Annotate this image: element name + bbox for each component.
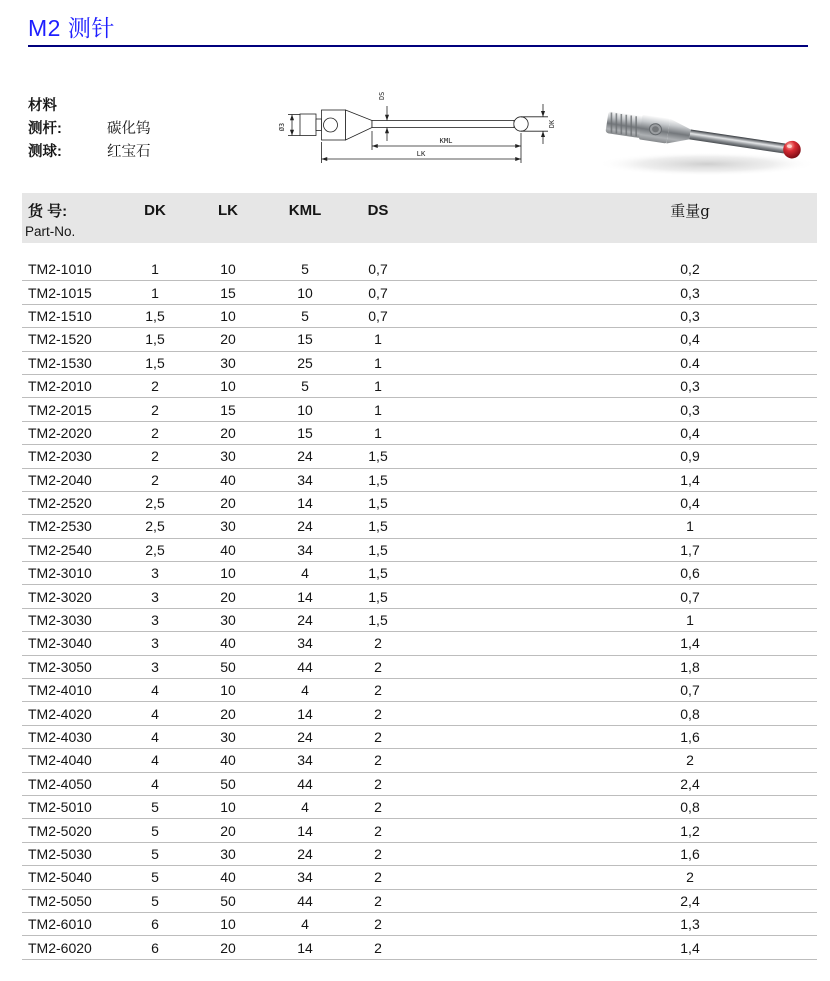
cell-kml: 4 (301, 682, 309, 699)
cell-lk: 20 (220, 588, 236, 605)
cell-dk: 2 (151, 424, 159, 441)
cell-weight: 1,4 (680, 939, 700, 956)
cell-part: TM2-2030 (28, 448, 92, 465)
cell-part: TM2-4010 (28, 682, 92, 699)
header-dk: DK (144, 201, 166, 219)
table-row (22, 469, 817, 492)
table-row (22, 562, 817, 585)
cell-dk: 5 (151, 822, 159, 839)
cell-dk: 2,5 (145, 541, 165, 558)
cell-ds: 1,5 (368, 471, 388, 488)
cell-ds: 1 (374, 401, 382, 418)
cell-kml: 34 (297, 635, 313, 652)
cell-lk: 30 (220, 612, 236, 629)
cell-dk: 3 (151, 635, 159, 652)
cell-weight: 1 (686, 518, 694, 535)
cell-lk: 20 (220, 331, 236, 348)
cell-part: TM2-3030 (28, 612, 92, 629)
shaft-value: 碳化钨 (107, 121, 151, 137)
cell-kml: 5 (301, 378, 309, 395)
cell-weight: 0,8 (680, 705, 700, 722)
table-body (22, 258, 817, 960)
cell-ds: 2 (374, 869, 382, 886)
cell-dk: 5 (151, 869, 159, 886)
table-row (22, 375, 817, 398)
cell-dk: 4 (151, 705, 159, 722)
cell-dk: 6 (151, 916, 159, 933)
cell-part: TM2-2010 (28, 378, 92, 395)
shaft-label: 测杆: (28, 121, 62, 137)
table-row (22, 305, 817, 328)
cell-lk: 10 (220, 261, 236, 278)
cell-ds: 2 (374, 916, 382, 933)
cell-lk: 10 (220, 916, 236, 933)
cell-part: TM2-1010 (28, 261, 92, 278)
table-row (22, 843, 817, 866)
cell-weight: 0,3 (680, 307, 700, 324)
cell-dk: 4 (151, 752, 159, 769)
table-row (22, 866, 817, 889)
cell-dk: 4 (151, 775, 159, 792)
page-title: M2 测针 (28, 15, 115, 41)
table-row (22, 281, 817, 304)
dim-label-kml: KML (439, 136, 453, 145)
cell-part: TM2-3040 (28, 635, 92, 652)
cell-ds: 2 (374, 775, 382, 792)
cell-lk: 10 (220, 565, 236, 582)
table-row (22, 352, 817, 375)
cell-dk: 2 (151, 448, 159, 465)
cell-lk: 40 (220, 869, 236, 886)
cell-part: TM2-2015 (28, 401, 92, 418)
cell-part: TM2-1520 (28, 331, 92, 348)
table-row (22, 890, 817, 913)
cell-dk: 5 (151, 845, 159, 862)
cell-dk: 1 (151, 261, 159, 278)
cell-ds: 1,5 (368, 612, 388, 629)
cell-lk: 40 (220, 541, 236, 558)
photo-shadow (597, 152, 817, 176)
cell-part: TM2-5050 (28, 892, 92, 909)
header-ds: DS (367, 201, 389, 219)
cell-weight: 1,7 (680, 541, 700, 558)
table-row (22, 773, 817, 796)
table-row (22, 913, 817, 936)
cell-dk: 2 (151, 471, 159, 488)
cell-weight: 0,4 (680, 424, 700, 441)
cell-weight: 0.4 (680, 354, 700, 371)
table-row (22, 492, 817, 515)
materials-heading: 材料 (28, 98, 57, 114)
dim-label-ds: DS (378, 91, 386, 100)
cell-part: TM2-2040 (28, 471, 92, 488)
cell-weight: 0,4 (680, 495, 700, 512)
cell-ds: 1 (374, 378, 382, 395)
dim-label-lk: LK (416, 149, 426, 158)
table-row (22, 585, 817, 608)
cell-dk: 3 (151, 565, 159, 582)
cell-ds: 0,7 (368, 284, 388, 301)
table-row (22, 515, 817, 538)
cell-weight: 2,4 (680, 892, 700, 909)
table-header (22, 193, 817, 243)
cell-part: TM2-4040 (28, 752, 92, 769)
cell-kml: 34 (297, 541, 313, 558)
cell-kml: 24 (297, 518, 313, 535)
cell-kml: 14 (297, 705, 313, 722)
cell-lk: 10 (220, 799, 236, 816)
cell-weight: 0,6 (680, 565, 700, 582)
cell-dk: 2,5 (145, 518, 165, 535)
cell-lk: 30 (220, 518, 236, 535)
cell-kml: 24 (297, 448, 313, 465)
cell-ds: 2 (374, 752, 382, 769)
cell-kml: 44 (297, 775, 313, 792)
cell-lk: 50 (220, 775, 236, 792)
table-row (22, 726, 817, 749)
cell-part: TM2-4050 (28, 775, 92, 792)
cell-ds: 1,5 (368, 495, 388, 512)
table-row (22, 936, 817, 959)
cell-kml: 10 (297, 401, 313, 418)
cell-weight: 0,8 (680, 799, 700, 816)
cell-ds: 1,5 (368, 518, 388, 535)
cell-weight: 1,4 (680, 635, 700, 652)
table-row (22, 796, 817, 819)
table-row (22, 328, 817, 351)
cell-lk: 20 (220, 495, 236, 512)
table-row (22, 632, 817, 655)
cell-kml: 5 (301, 261, 309, 278)
cell-lk: 30 (220, 845, 236, 862)
cell-weight: 0,3 (680, 378, 700, 395)
table-row (22, 679, 817, 702)
header-lk: LK (218, 201, 238, 219)
cell-ds: 2 (374, 729, 382, 745)
cell-ds: 2 (374, 822, 382, 839)
cell-kml: 15 (297, 331, 313, 348)
cell-kml: 14 (297, 588, 313, 605)
cell-lk: 40 (220, 752, 236, 769)
cell-weight: 2 (686, 869, 694, 886)
cell-ds: 1,5 (368, 588, 388, 605)
cell-ds: 0,7 (368, 261, 388, 278)
cell-part: TM2-4030 (28, 729, 92, 745)
cell-part: TM2-4020 (28, 705, 92, 722)
table-row (22, 398, 817, 421)
cell-lk: 15 (220, 284, 236, 301)
cell-ds: 1,5 (368, 448, 388, 465)
cell-part: TM2-5040 (28, 869, 92, 886)
cell-dk: 5 (151, 799, 159, 816)
cell-kml: 10 (297, 284, 313, 301)
cell-ds: 2 (374, 658, 382, 675)
cell-part: TM2-2020 (28, 424, 92, 441)
cell-dk: 1,5 (145, 307, 165, 324)
cell-part: TM2-5030 (28, 845, 92, 862)
cell-part: TM2-6010 (28, 916, 92, 933)
cell-dk: 4 (151, 682, 159, 699)
cell-lk: 30 (220, 354, 236, 371)
ball-label: 测球: (28, 144, 62, 160)
cell-ds: 1,5 (368, 565, 388, 582)
cell-dk: 3 (151, 612, 159, 629)
cell-weight: 0,7 (680, 588, 700, 605)
cell-weight: 0,9 (680, 448, 700, 465)
cell-part: TM2-5010 (28, 799, 92, 816)
cell-part: TM2-2520 (28, 495, 92, 512)
cell-part: TM2-3010 (28, 565, 92, 582)
cell-lk: 10 (220, 682, 236, 699)
table-row (22, 749, 817, 772)
cell-dk: 2,5 (145, 495, 165, 512)
cell-ds: 0,7 (368, 307, 388, 324)
stylus-dimension-drawing (276, 86, 561, 181)
cell-dk: 4 (151, 729, 159, 745)
cell-weight: 0,2 (680, 261, 700, 278)
cell-part: TM2-3020 (28, 588, 92, 605)
table-row (22, 609, 817, 632)
cell-kml: 4 (301, 565, 309, 582)
dim-label-d3: Ø3 (278, 122, 286, 132)
cell-kml: 34 (297, 752, 313, 769)
cell-kml: 14 (297, 939, 313, 956)
cell-weight: 2,4 (680, 775, 700, 792)
cell-weight: 1,2 (680, 822, 700, 839)
cell-part: TM2-1015 (28, 284, 92, 301)
cell-kml: 4 (301, 799, 309, 816)
header-part-en: Part-No. (25, 224, 76, 239)
cell-kml: 34 (297, 869, 313, 886)
cell-kml: 14 (297, 495, 313, 512)
cell-ds: 2 (374, 892, 382, 909)
cell-dk: 1,5 (145, 331, 165, 348)
cell-ds: 2 (374, 635, 382, 652)
cell-ds: 1,5 (368, 541, 388, 558)
cell-lk: 50 (220, 892, 236, 909)
cell-weight: 0,4 (680, 331, 700, 348)
table-row (22, 656, 817, 679)
cell-lk: 20 (220, 424, 236, 441)
cell-weight: 1 (686, 612, 694, 629)
cell-part: TM2-5020 (28, 822, 92, 839)
cell-weight: 1,4 (680, 471, 700, 488)
cell-part: TM2-3050 (28, 658, 92, 675)
title-divider (28, 45, 808, 47)
table-row (22, 422, 817, 445)
cell-kml: 24 (297, 729, 313, 745)
cell-dk: 1 (151, 284, 159, 301)
cell-lk: 40 (220, 635, 236, 652)
cell-part: TM2-6020 (28, 939, 92, 956)
cell-kml: 5 (301, 307, 309, 324)
cell-lk: 20 (220, 939, 236, 956)
cell-kml: 25 (297, 354, 313, 371)
cell-ds: 2 (374, 939, 382, 956)
cell-ds: 1 (374, 354, 382, 371)
cell-lk: 15 (220, 401, 236, 418)
cell-ds: 2 (374, 845, 382, 862)
cell-ds: 2 (374, 799, 382, 816)
cell-ds: 2 (374, 705, 382, 722)
cell-lk: 50 (220, 658, 236, 675)
material-row-shaft (28, 118, 151, 141)
cell-dk: 3 (151, 658, 159, 675)
table-row (22, 702, 817, 725)
header-kml: KML (288, 201, 322, 219)
cell-weight: 1,3 (680, 916, 700, 933)
cell-weight: 2 (686, 752, 694, 769)
cell-part: TM2-1530 (28, 354, 92, 371)
cell-lk: 10 (220, 378, 236, 395)
cell-part: TM2-2530 (28, 518, 92, 535)
table-row (22, 819, 817, 842)
table-row (22, 539, 817, 562)
cell-weight: 1,6 (680, 845, 700, 862)
cell-weight: 0,7 (680, 682, 700, 699)
material-row-ball (28, 141, 151, 164)
cell-lk: 10 (220, 307, 236, 324)
table-row (22, 445, 817, 468)
cell-dk: 6 (151, 939, 159, 956)
cell-kml: 24 (297, 845, 313, 862)
ball-value: 红宝石 (107, 144, 151, 160)
cell-part: TM2-1510 (28, 307, 92, 324)
cell-kml: 15 (297, 424, 313, 441)
cell-ds: 2 (374, 682, 382, 699)
cell-kml: 44 (297, 658, 313, 675)
cell-weight: 1,8 (680, 658, 700, 675)
header-part-cn: 货 号: (28, 202, 68, 220)
cell-weight: 0,3 (680, 284, 700, 301)
cell-lk: 30 (220, 729, 236, 745)
cell-dk: 2 (151, 401, 159, 418)
cell-kml: 34 (297, 471, 313, 488)
cell-dk: 3 (151, 588, 159, 605)
cell-ds: 1 (374, 331, 382, 348)
cell-dk: 2 (151, 378, 159, 395)
table-row (22, 258, 817, 281)
table-header-row (22, 198, 817, 222)
cell-dk: 5 (151, 892, 159, 909)
cell-kml: 24 (297, 612, 313, 629)
materials-block (28, 95, 151, 164)
cell-weight: 1,6 (680, 729, 700, 745)
cell-part: TM2-2540 (28, 541, 92, 558)
cell-lk: 20 (220, 822, 236, 839)
cell-lk: 40 (220, 471, 236, 488)
parts-table (22, 193, 817, 960)
cell-kml: 44 (297, 892, 313, 909)
cell-ds: 1 (374, 424, 382, 441)
cell-kml: 4 (301, 916, 309, 933)
dim-label-dk: DK (548, 119, 556, 129)
cell-lk: 20 (220, 705, 236, 722)
header-weight: 重量g (670, 201, 710, 220)
cell-dk: 1,5 (145, 354, 165, 371)
cell-lk: 30 (220, 448, 236, 465)
cell-kml: 14 (297, 822, 313, 839)
cell-weight: 0,3 (680, 401, 700, 418)
stylus-photo (585, 80, 830, 188)
